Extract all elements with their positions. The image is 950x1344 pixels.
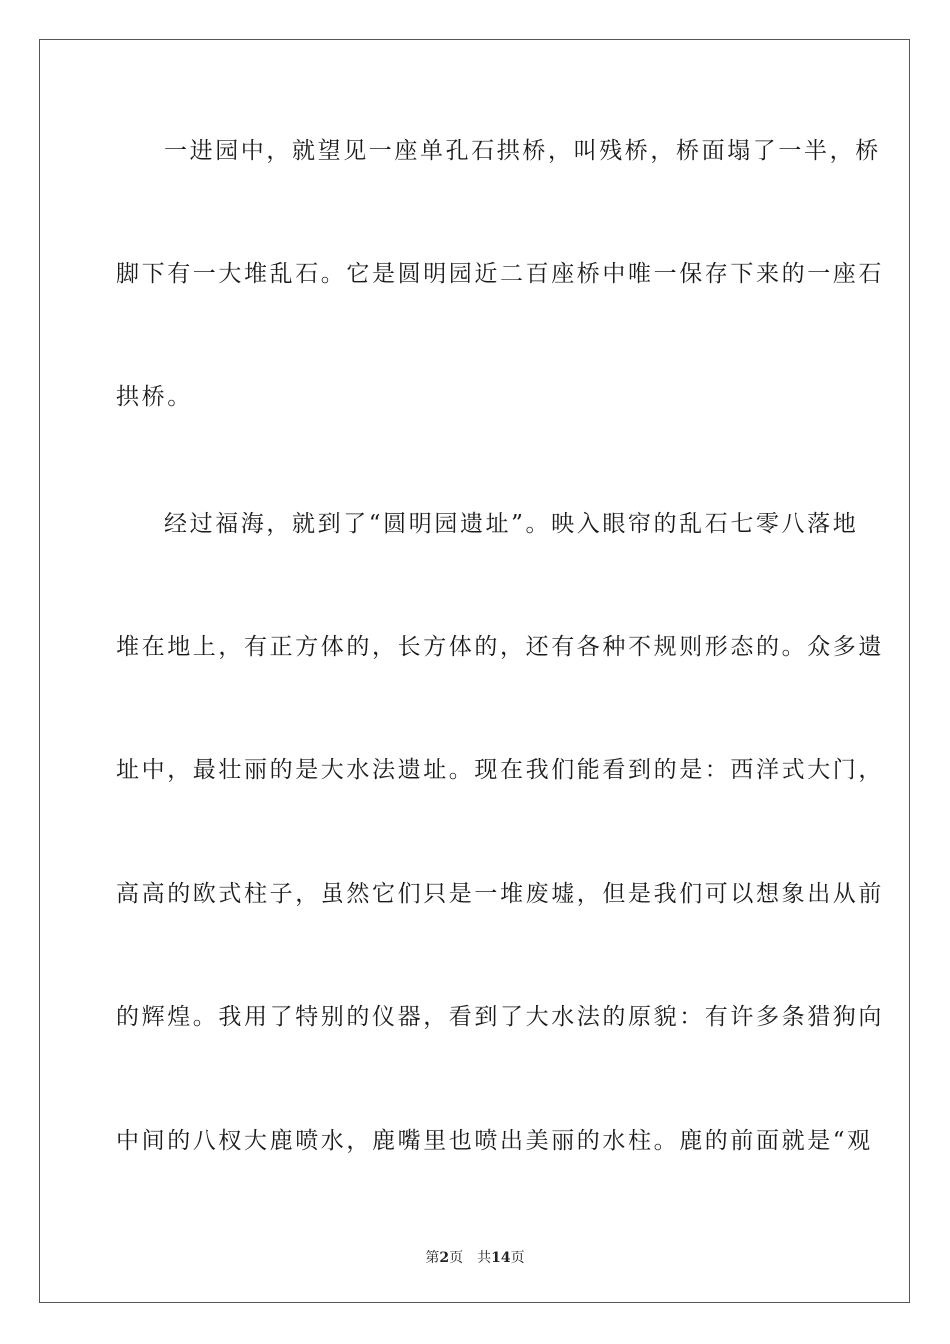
text-line: 一进园中，就望见一座单孔石拱桥，叫残桥，桥面塌了一半，桥 [164,138,881,164]
text-line: 高高的欧式柱子，虽然它们只是一堆废墟，但是我们可以想象出从前 [116,881,884,907]
text-line: 址中，最壮丽的是大水法遗址。现在我们能看到的是：西洋式大门， [116,757,884,783]
text-line: 拱桥。 [116,384,193,410]
total-pages: 14 [491,1250,511,1266]
page-suffix: 页 [449,1250,464,1266]
text-line: 中间的八杈大鹿喷水，鹿嘴里也喷出美丽的水柱。鹿的前面就是“观 [116,1128,873,1154]
text-line: 堆在地上，有正方体的，长方体的，还有各种不规则形态的。众多遗 [116,634,884,660]
total-prefix: 共 [477,1250,492,1266]
text-line: 经过福海，就到了“圆明园遗址”。映入眼帘的乱石七零八落地 [164,511,859,537]
text-line: 脚下有一大堆乱石。它是圆明园近二百座桥中唯一保存下来的一座石 [116,261,884,287]
page-border [39,39,910,1303]
page-number: 2 [439,1250,450,1266]
page-prefix: 第 [425,1250,440,1266]
page-footer [0,1249,950,1267]
total-suffix: 页 [510,1250,525,1266]
text-line: 的辉煌。我用了特别的仪器，看到了大水法的原貌：有许多条猎狗向 [116,1004,884,1030]
